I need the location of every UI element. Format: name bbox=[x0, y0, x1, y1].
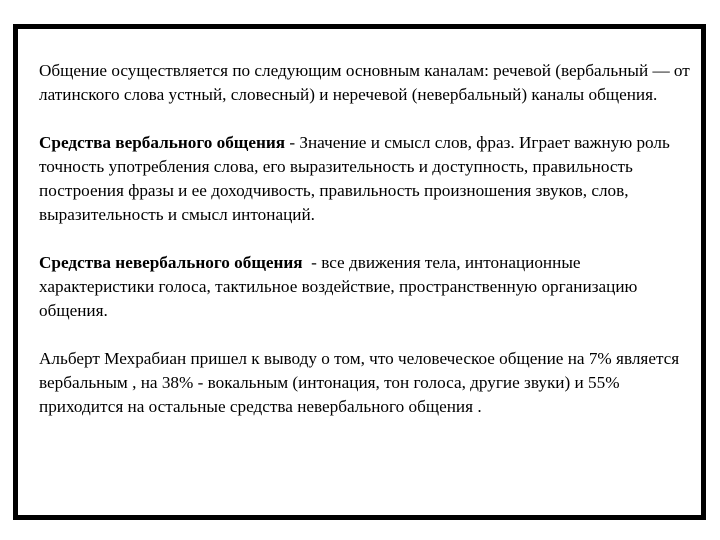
verbal-text: - Значение и смысл слов, фраз. Играет важную роль точность употребления слова, его выразительность и доступность, правильность построения фразы и ее доходчивость, правильность произношения звуков, слов, выразительность и смысл интонаций. bbox=[39, 133, 670, 224]
paragraph-verbal bbox=[39, 131, 691, 227]
nonverbal-heading: Средства невербального общения bbox=[39, 253, 303, 272]
paragraph-spacer bbox=[39, 323, 691, 347]
paragraph-spacer bbox=[39, 227, 691, 251]
paragraph-mehrabian bbox=[39, 347, 691, 419]
slide bbox=[18, 29, 701, 515]
paragraph-channels-text: Общение осуществляется по следующим основным каналам: речевой (вербальный — от латинского слова устный, словесный) и неречевой (невербальный) каналы общения. bbox=[39, 61, 690, 104]
paragraph-spacer bbox=[39, 107, 691, 131]
nonverbal-text: - все движения тела, интонационные характеристики голоса, тактильное воздействие, пространственную организацию общения. bbox=[39, 253, 642, 320]
paragraph-nonverbal bbox=[39, 251, 691, 323]
paragraph-channels bbox=[39, 59, 691, 107]
slide-content bbox=[39, 59, 691, 419]
verbal-heading: Средства вербального общения bbox=[39, 133, 286, 152]
mehrabian-text: Альберт Мехрабиан пришел к выводу о том, что человеческое общение на 7% является вербальным , на 38% - вокальным (интонация, тон голоса, другие звуки) и 55% приходится на остальные средства невербального общения . bbox=[39, 349, 680, 416]
